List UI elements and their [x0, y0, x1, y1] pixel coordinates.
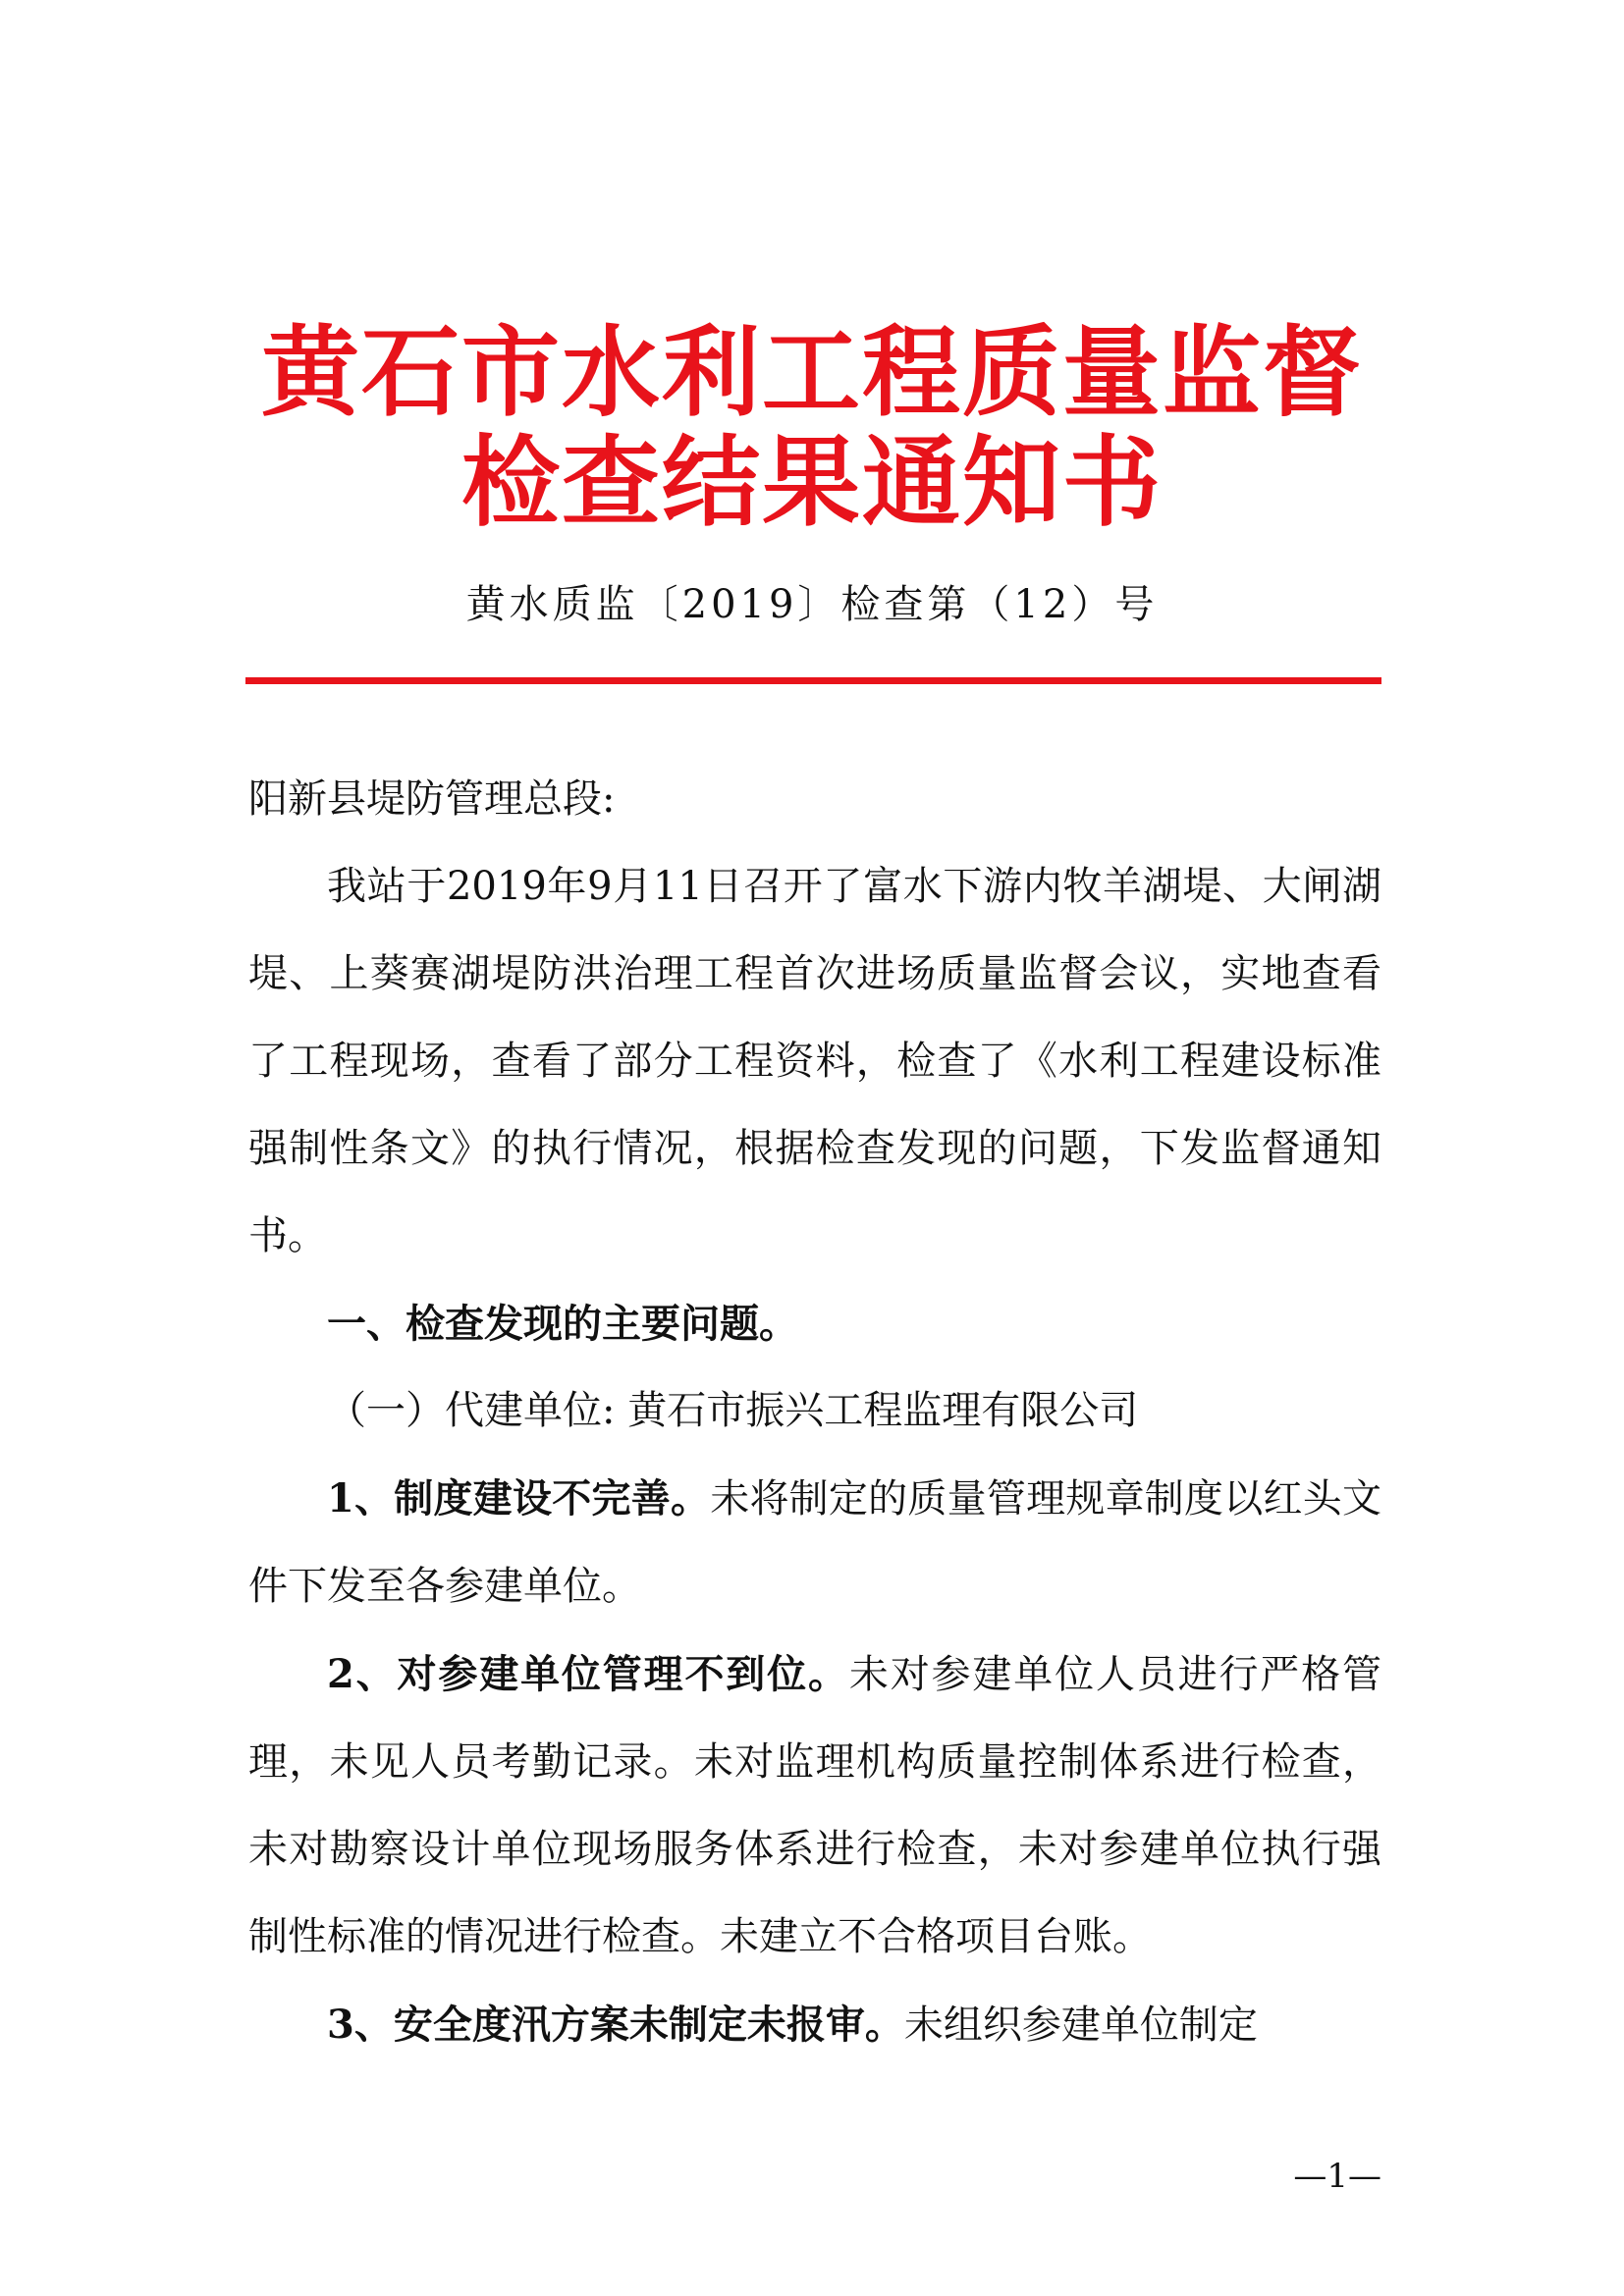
issue-item-1-title: 1、制度建设不完善。: [327, 1475, 711, 1522]
issue-item-1-text: 未将制定的质量管理规章制度以红头文件下发至各参建单位。: [248, 1476, 1381, 1609]
issue-item-3: [248, 1981, 1381, 2069]
letter-body: [248, 756, 1381, 2069]
issue-item-1: [248, 1455, 1381, 1630]
document-number: 黄水质监〔2019〕检查第（12）号: [465, 582, 1159, 627]
document-title-line-1: 黄石市水利工程质量监督: [261, 314, 1363, 430]
subsection-heading: （一）代建单位: 黄石市振兴工程监理有限公司: [327, 1388, 1139, 1433]
document-title-line-2: 检查结果通知书: [461, 424, 1163, 540]
page-number: —1—: [1293, 2157, 1381, 2196]
issue-item-3-text: 未组织参建单位制定: [903, 2002, 1258, 2048]
issue-item-3-title: 3、安全度汛方案未制定未报审。: [327, 2002, 904, 2048]
issue-item-2-title: 2、对参建单位管理不到位。: [327, 1651, 849, 1697]
addressee: 阳新县堤防管理总段:: [248, 776, 616, 822]
issue-item-2: [248, 1630, 1381, 1981]
red-separator-line: [245, 677, 1381, 684]
section-heading: 一、检查发现的主要问题。: [327, 1301, 798, 1347]
intro-paragraph: 我站于2019年9月11日召开了富水下游内牧羊湖堤、大闸湖堤、上葵赛湖堤防洪治理工程首次进场质量监督会议，实地查看了工程现场，查看了部分工程资料，检查了《水利工程建设标准强制性条文》的执行情况，根据检查发现的问题，下发监督通知书。: [248, 864, 1381, 1258]
issue-item-2-text: 未对参建单位人员进行严格管理，未见人员考勤记录。未对监理机构质量控制体系进行检查，未对勘察设计单位现场服务体系进行检查，未对参建单位执行强制性标准的情况进行检查。未建立不合格项目台账。: [248, 1652, 1381, 1959]
